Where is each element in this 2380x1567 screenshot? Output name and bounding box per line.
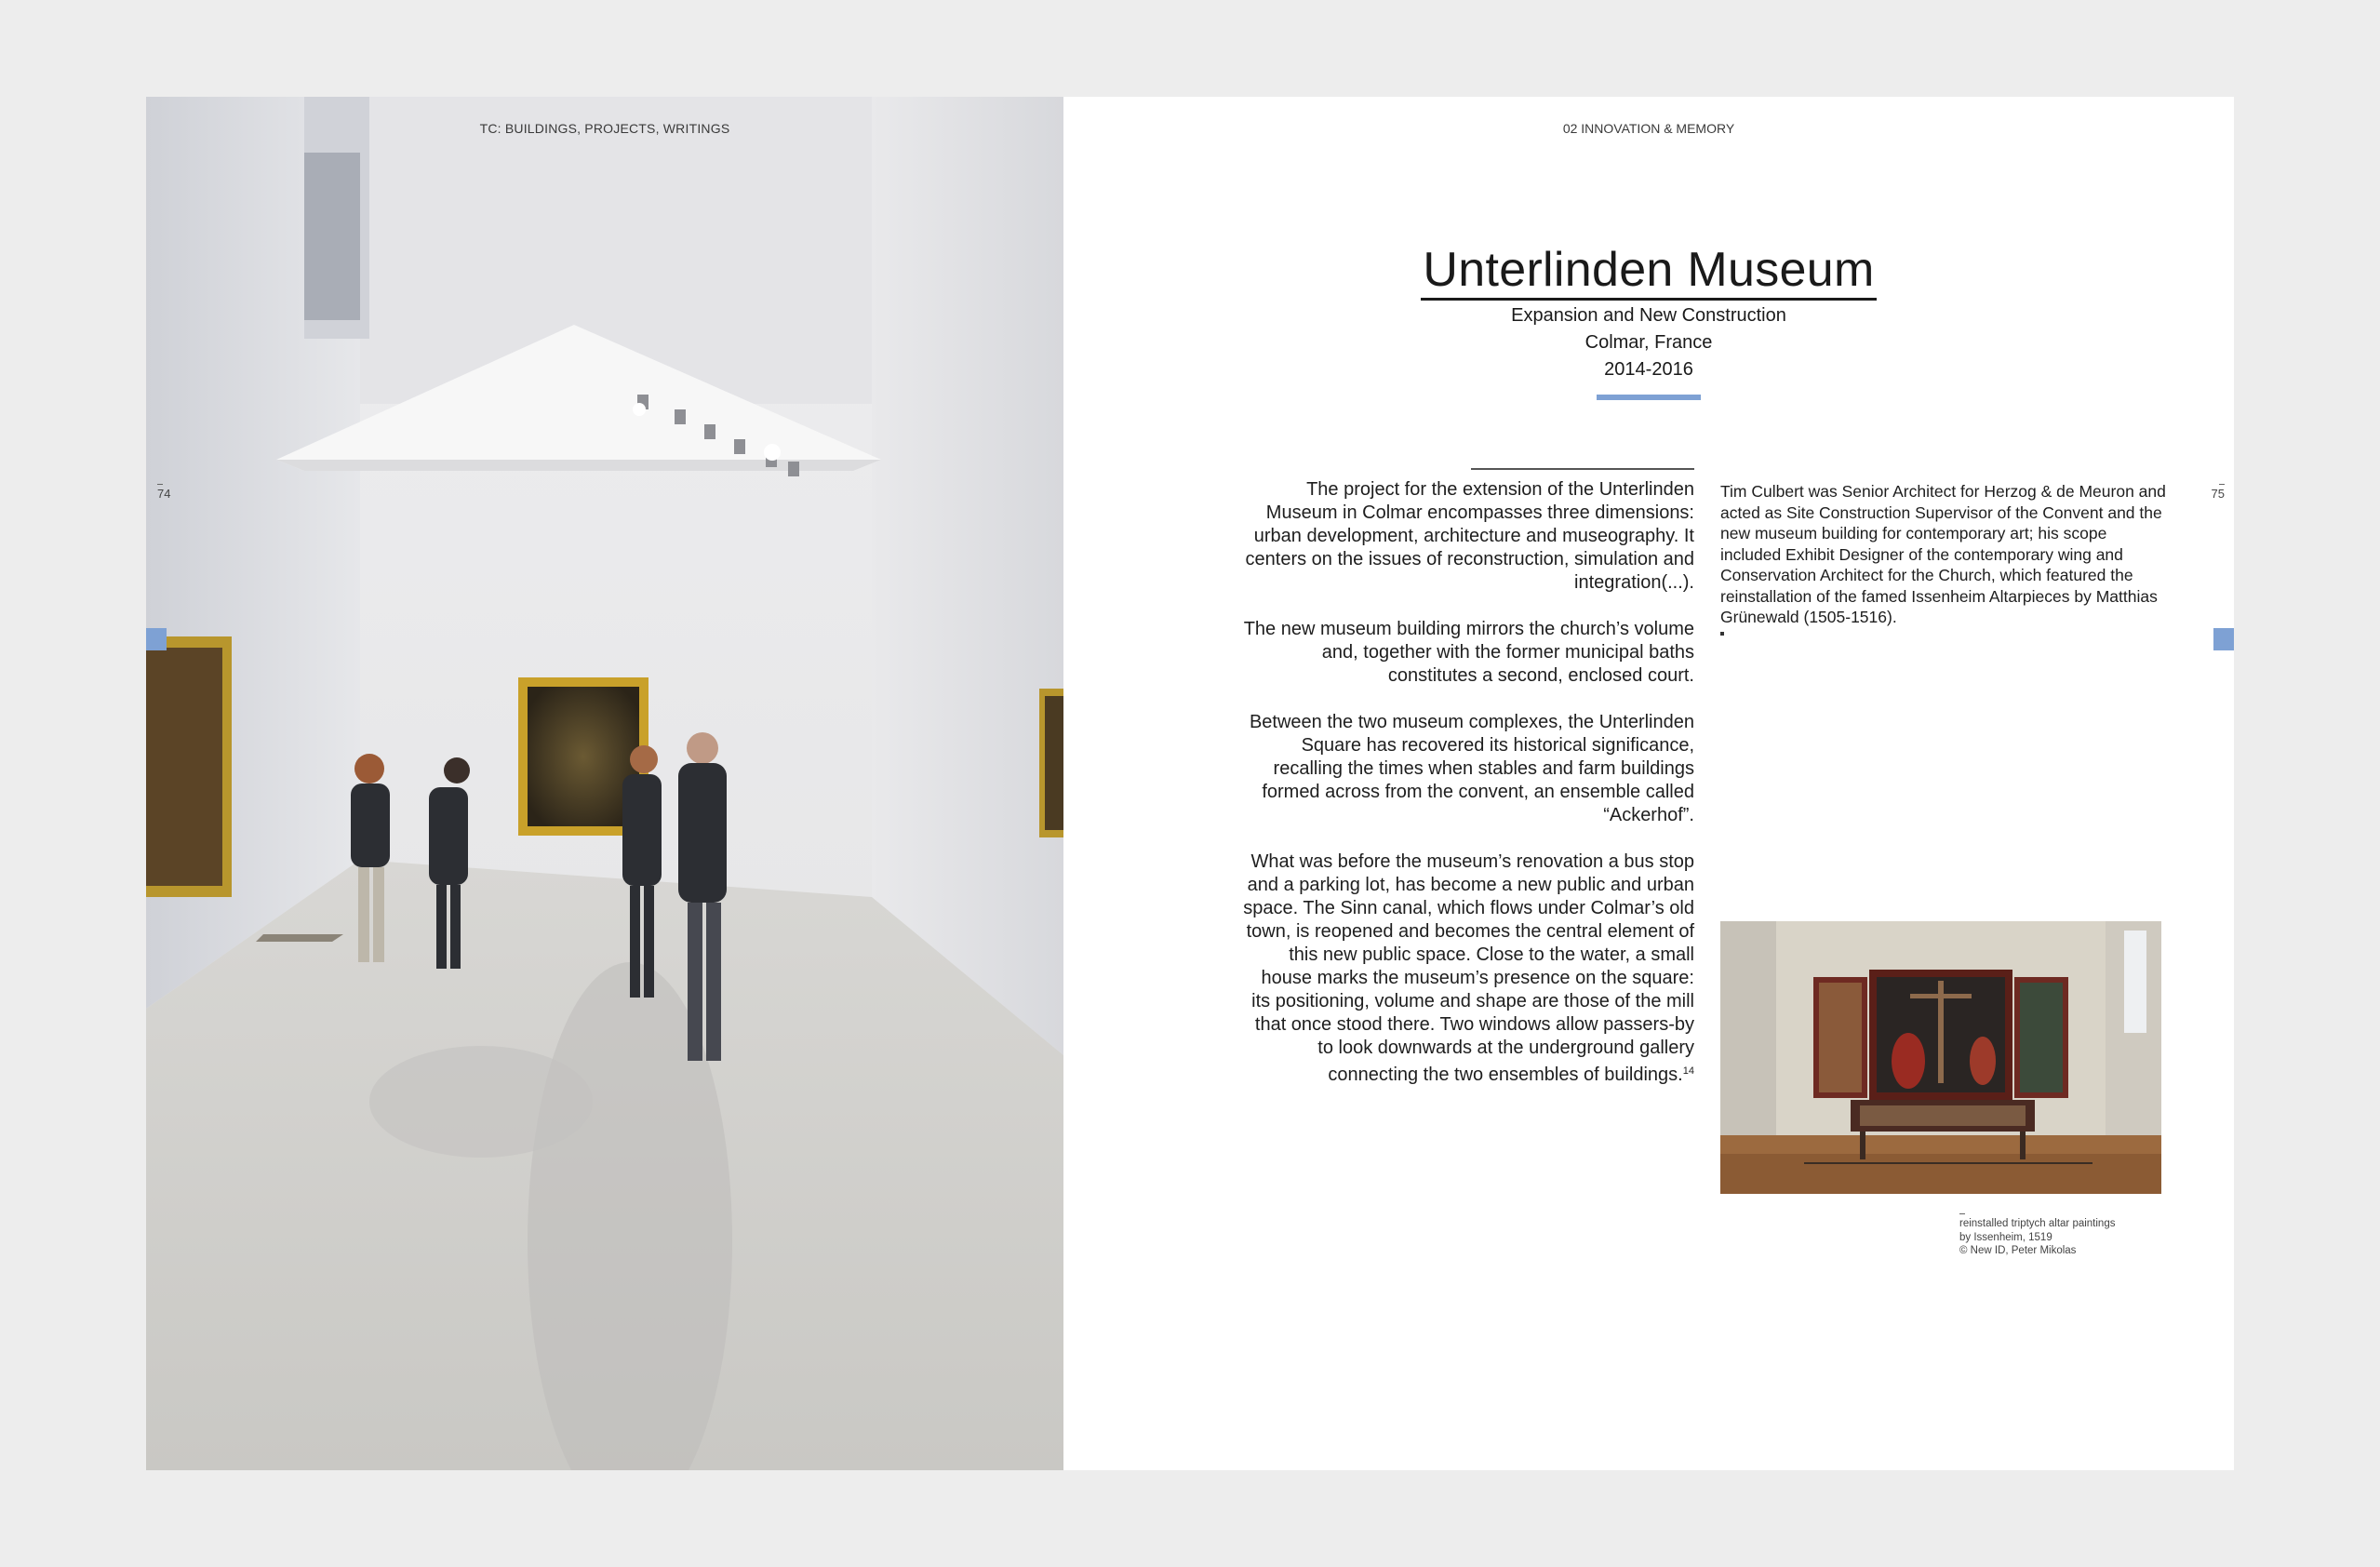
page-number-right [2212, 484, 2225, 501]
gallery-photo [146, 97, 1063, 1470]
subtitle-line: Expansion and New Construction [1511, 305, 1786, 326]
paragraph: The new museum building mirrors the church’s volume and, together with the former municipal baths constitutes a second, enclosed court. [1243, 619, 1694, 686]
page-number-left [157, 484, 170, 501]
page-number-left-label: 74 [157, 487, 171, 501]
bio-text: Tim Culbert was Senior Architect for Herzog & de Meuron and acted as Site Construction Supervisor of the Convent and the new museum building for contemporary art; his scope included Exhibit Designer of the contemporary wing and Conservation Architect for the Church, which featured the reinstallation of the famed Issenheim Altarpieces by Matthias Grünewald (1505-1516). [1720, 482, 2166, 626]
page-title: Unterlinden Museum [1421, 242, 1876, 301]
running-head-left: TC: BUILDINGS, PROJECTS, WRITINGS [479, 121, 730, 136]
bio-column [1720, 481, 2167, 636]
image-caption [1959, 1213, 2183, 1258]
bullet-mark [1720, 632, 1724, 636]
title-accent-rule [1597, 395, 1701, 400]
tick-mark [2219, 484, 2225, 485]
paragraph-text: What was before the museum’s renovation a bus stop and a parking lot, has become a new public and urban space. The Sinn canal, which flows under Colmar’s old town, is reopened and becomes the central element of this new public space. Close to the water, a small house marks the museum’s presence on the square: its positioning, volume and shape are those of the mill that once stood there. Two windows allow passers-by to look downwards at the underground gallery connecting the two ensembles of buildings. [1243, 851, 1694, 1085]
tick-mark [157, 484, 163, 485]
subtitle-line: Colmar, France [1584, 332, 1713, 353]
footnote-ref: 14 [1682, 1065, 1694, 1077]
main-text-column [1240, 478, 1694, 1110]
right-page [1063, 97, 2234, 1470]
page-number-right-label: 75 [2211, 487, 2225, 501]
text-rule [1471, 468, 1694, 470]
paragraph: The project for the extension of the Unterlinden Museum in Colmar encompasses three dimensions: urban development, architecture and museography. It centers on the issues of reconstruction, simulation and integration(...). [1245, 479, 1694, 593]
thumb-index-tab-left [146, 628, 167, 650]
altarpiece-photo [1720, 921, 2161, 1194]
caption-dash [1959, 1213, 1965, 1214]
caption-line: reinstalled triptych altar paintings [1959, 1218, 2116, 1229]
subtitle-line: 2014-2016 [1604, 359, 1693, 380]
title-block [1063, 242, 2234, 400]
caption-line: © New ID, Peter Mikolas [1959, 1245, 2077, 1256]
running-head-right: 02 INNOVATION & MEMORY [1562, 121, 1735, 136]
thumb-index-tab-right [2213, 628, 2234, 650]
left-page [146, 97, 1063, 1470]
caption-line: by Issenheim, 1519 [1959, 1231, 2052, 1243]
paragraph: Between the two museum complexes, the Unterlinden Square has recovered its historical significance, recalling the times when stables and farm buildings formed across from the convent, an ensemble called “Ackerhof”. [1249, 712, 1694, 825]
paragraph [1240, 850, 1694, 1087]
book-spread [146, 97, 2234, 1470]
